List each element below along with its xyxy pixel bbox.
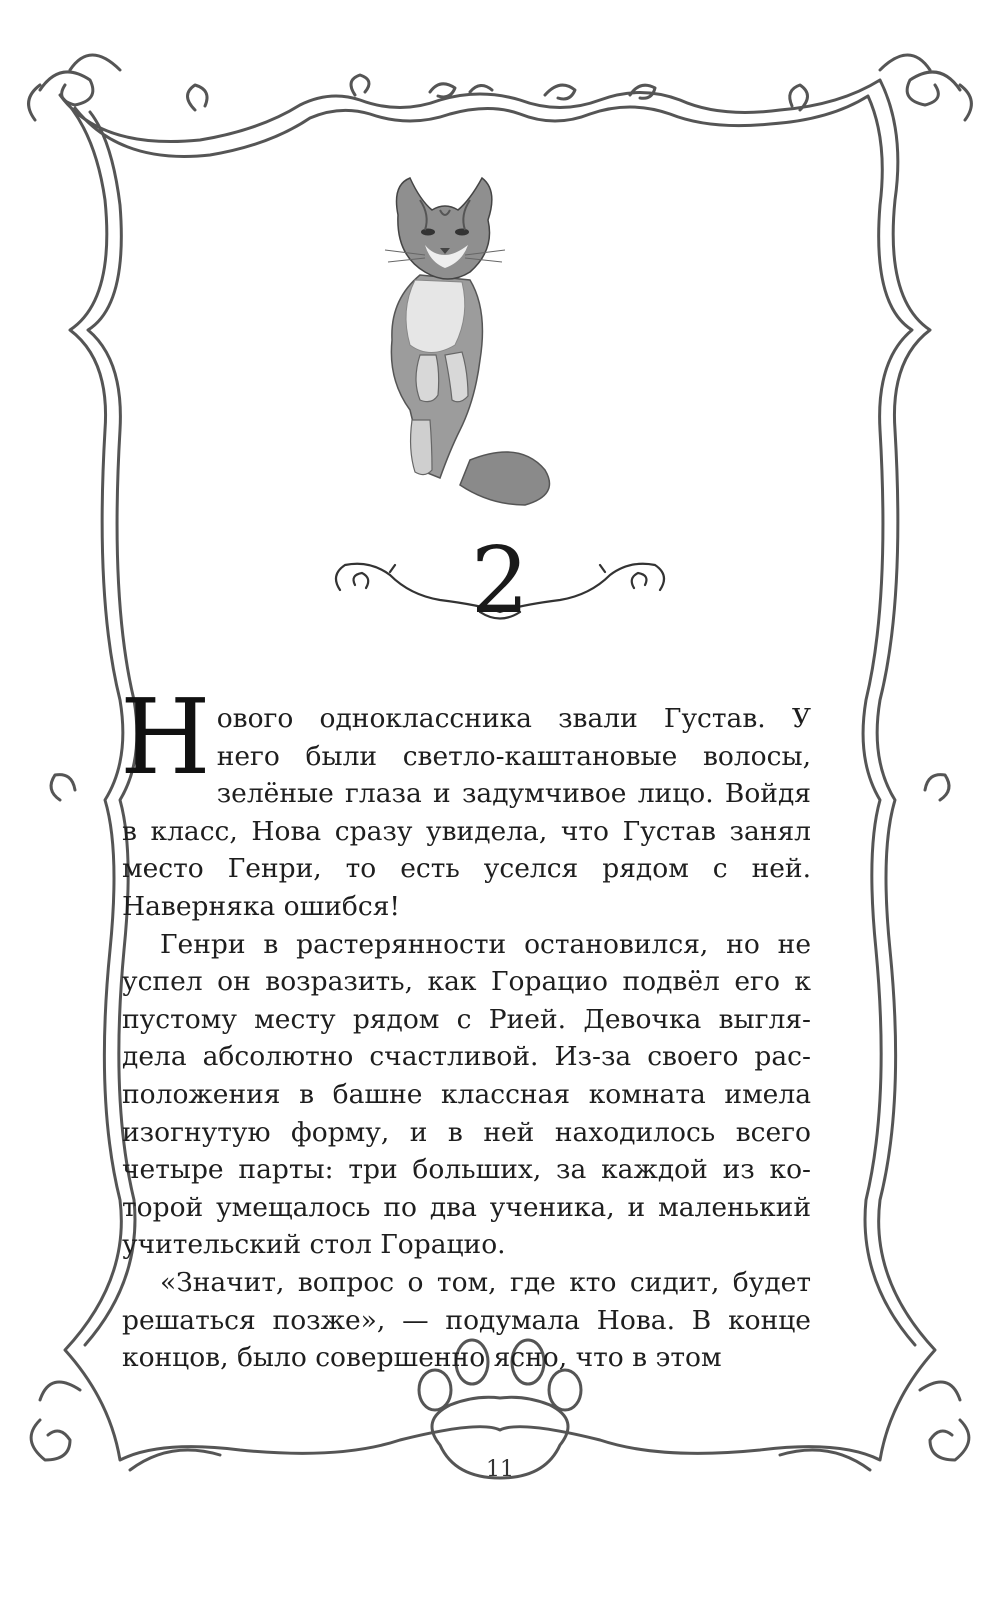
body-text xyxy=(120,676,811,1377)
cat-illustration xyxy=(385,178,550,505)
paragraph-2: Генри в растерянности остановился, но не успел он возразить, как Горацио подвёл его к пустому месту рядом с Рией. Девочка выглядела абсолютно счастливой. Из-за своего расположения в башне классная комната имела изогнутую форму, и в ней находилось всего четыре парты: три больших, за каждой из которой умещалось по два ученика, и маленький учительский стол Горацио. xyxy=(122,928,811,1261)
paragraph-1 xyxy=(120,676,811,926)
paragraph-1-text: ового одноклассника звали Густав. У него были светло-каштановые волосы, зелёные глаза и задумчивое лицо. Войдя в класс, Нова сразу увидела, что Густав занял место Генри, то есть уселся рядом с ней. Наверняка ошибся! xyxy=(122,703,811,922)
paragraph-3: «Значит, вопрос о том, где кто сидит, будет решаться позже», — подумала Нова. В конце концов, было совершенно ясно, что в этом xyxy=(122,1266,811,1374)
chapter-number: 2 xyxy=(470,527,530,634)
drop-cap: Н xyxy=(120,676,211,798)
page-number: 11 xyxy=(486,1457,514,1482)
